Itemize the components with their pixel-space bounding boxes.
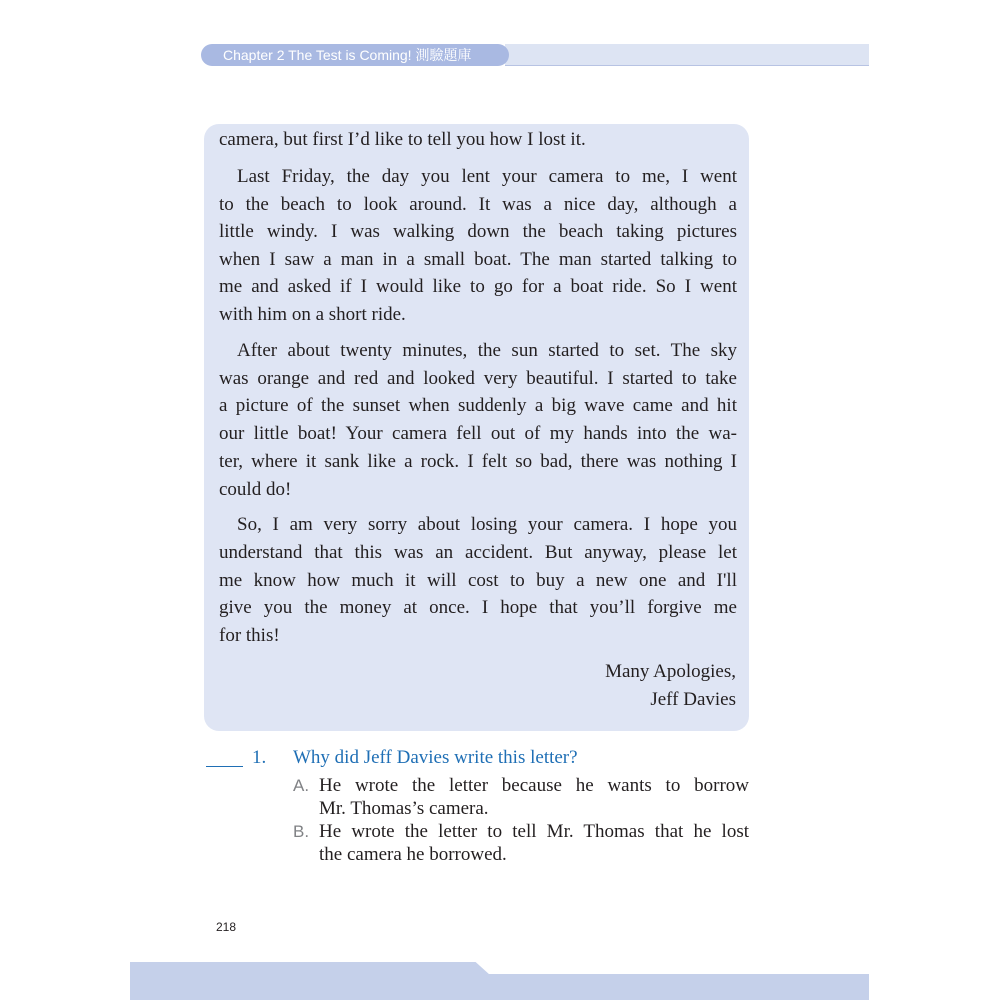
letter-line: was orange and red and looked very beautiful. I started to take: [219, 368, 737, 389]
letter-line: understand that this was an accident. But anyway, please let: [219, 542, 737, 563]
letter-line: for this!: [219, 625, 280, 646]
letter-line: camera, but first I’d like to tell you how I lost it.: [219, 129, 586, 150]
letter-line: to the beach to look around. It was a nice day, although a: [219, 194, 737, 215]
footer-band: [130, 974, 869, 1000]
option-a-letter: A.: [293, 776, 310, 795]
letter-line: could do!: [219, 479, 292, 500]
question-number: 1.: [252, 747, 267, 768]
letter-line: me know how much it will cost to buy a new one and I'll: [219, 570, 737, 591]
letter-line: give you the money at once. I hope that you’ll forgive me: [219, 597, 737, 618]
letter-line: our little boat! Your camera fell out of my hands into the wa-: [219, 423, 737, 444]
letter-line: me and asked if I would like to go for a boat ride. So I went: [219, 276, 737, 297]
page-number: 218: [216, 920, 237, 934]
letter-line: little windy. I was walking down the beach taking pictures: [219, 221, 737, 242]
option-a-text: Mr. Thomas’s camera.: [319, 798, 489, 819]
chapter-header: Chapter 2 The Test is Coming! 測驗題庫: [201, 44, 509, 66]
letter-line: ter, where it sank like a rock. I felt so bad, there was nothing I: [219, 451, 737, 472]
question-text: Why did Jeff Davies write this letter?: [293, 747, 578, 768]
letter-signature: Jeff Davies: [650, 689, 736, 710]
letter-line: with him on a short ride.: [219, 304, 406, 325]
option-a-text: He wrote the letter because he wants to borrow: [319, 775, 749, 796]
letter-line: when I saw a man in a small boat. The man started talking to: [219, 249, 737, 270]
letter-line: So, I am very sorry about losing your camera. I hope you: [237, 514, 737, 535]
header-strip: [505, 44, 869, 66]
option-b-text: the camera he borrowed.: [319, 844, 507, 865]
letter-line: After about twenty minutes, the sun started to set. The sky: [237, 340, 737, 361]
answer-blank[interactable]: [206, 766, 243, 767]
option-b-letter: B.: [293, 822, 310, 841]
letter-closing: Many Apologies,: [605, 661, 736, 682]
option-b-text: He wrote the letter to tell Mr. Thomas that he lost: [319, 821, 749, 842]
letter-line: a picture of the sunset when suddenly a big wave came and hit: [219, 395, 737, 416]
letter-line: Last Friday, the day you lent your camera to me, I went: [237, 166, 737, 187]
